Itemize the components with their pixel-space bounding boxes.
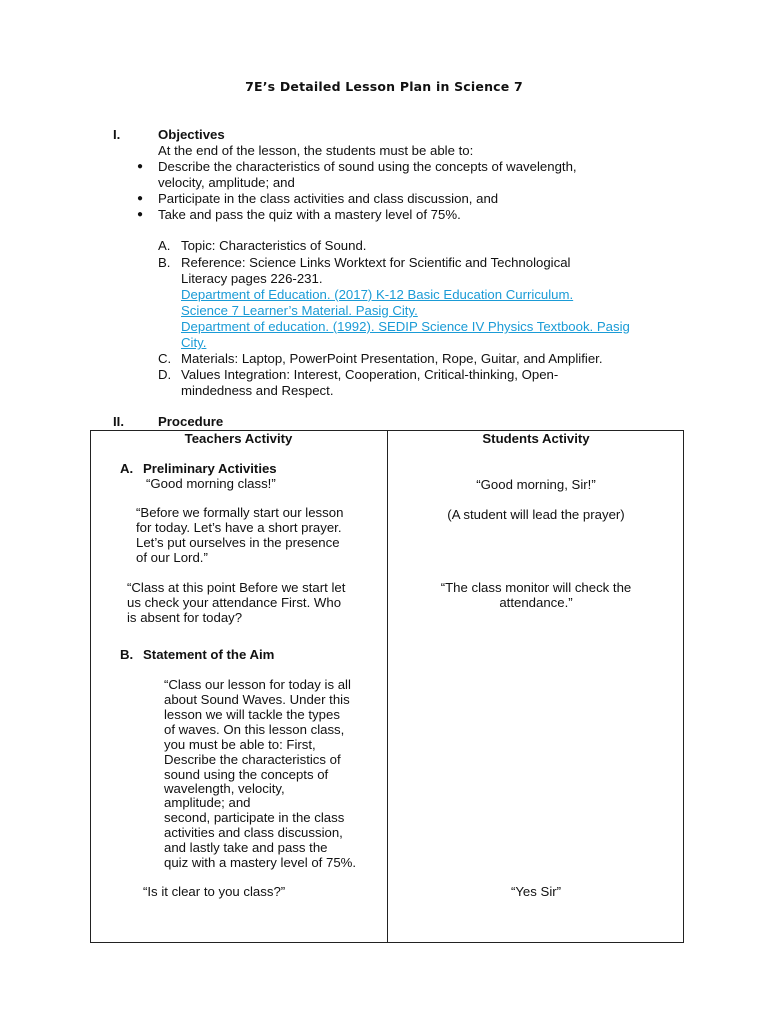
student-attendance-line: attendance.” (499, 595, 573, 610)
aim-line: and lastly take and pass the (164, 840, 328, 855)
aim-line: lesson we will tackle the types (164, 707, 340, 722)
aim-line: sound using the concepts of (164, 767, 329, 782)
aim-line: of waves. On this lesson class, (164, 722, 345, 737)
preliminary-activities-heading: Preliminary Activities (143, 461, 277, 476)
reference-text: Reference: Science Links Worktext for Scientific and Technological (181, 255, 571, 270)
aim-line: second, participate in the class (164, 810, 345, 825)
teacher-prayer-line: for today. Let’s have a short prayer. (136, 520, 342, 535)
teacher-attendance-line: us check your attendance First. Who (127, 595, 342, 610)
objective-bullet-text: Take and pass the quiz with a mastery level of 75%. (158, 207, 461, 222)
values-text: mindedness and Respect. (181, 383, 334, 398)
teacher-clarify-question: “Is it clear to you class?” (143, 884, 286, 899)
aim-line: amplitude; and (164, 795, 251, 810)
objective-bullet-text: Describe the characteristics of sound using the concepts of wavelength, (158, 159, 577, 174)
reference-link-deped-1992[interactable]: Department of education. (1992). SEDIP Science IV Physics Textbook. Pasig (181, 319, 630, 334)
teacher-prayer-line: of our Lord.” (136, 550, 208, 565)
aim-line: quiz with a mastery level of 75%. (164, 855, 357, 870)
item-letter-a: A. (158, 238, 171, 253)
topic-text: Topic: Characteristics of Sound. (181, 238, 367, 253)
bullet-icon: ● (137, 209, 144, 220)
teacher-prayer-line: Let’s put ourselves in the presence (136, 535, 340, 550)
values-text: Values Integration: Interest, Cooperation, Critical-thinking, Open- (181, 367, 559, 382)
objectives-intro: At the end of the lesson, the students must be able to: (158, 143, 474, 158)
reference-link-deped-2017[interactable]: Science 7 Learner’s Material. Pasig City. (181, 303, 418, 318)
teachers-activity-header: Teachers Activity (184, 431, 293, 446)
teacher-attendance-line: “Class at this point Before we start let (127, 580, 346, 595)
section-letter-a: A. (120, 461, 134, 476)
reference-text: Literacy pages 226-231. (181, 271, 323, 286)
students-activity-header: Students Activity (482, 431, 590, 446)
item-letter-d: D. (158, 367, 172, 382)
item-letter-c: C. (158, 351, 172, 366)
reference-link-deped-1992[interactable]: City. (181, 335, 207, 350)
objective-bullet-text: velocity, amplitude; and (158, 175, 295, 190)
teacher-greeting: “Good morning class!” (146, 476, 276, 491)
aim-line: “Class our lesson for today is all (164, 677, 351, 692)
aim-line: Describe the characteristics of (164, 752, 341, 767)
aim-line: you must be able to: First, (164, 737, 316, 752)
statement-of-aim-heading: Statement of the Aim (143, 647, 275, 662)
objectives-heading: Objectives (158, 127, 225, 142)
objective-bullet-text: Participate in the class activities and class discussion, and (158, 191, 499, 206)
reference-link-deped-2017[interactable]: Department of Education. (2017) K-12 Basic Education Curriculum. (181, 287, 574, 302)
student-greeting: “Good morning, Sir!” (476, 477, 596, 492)
bullet-icon: ● (137, 161, 144, 172)
teacher-attendance-line: is absent for today? (127, 610, 243, 625)
aim-line: activities and class discussion, (164, 825, 343, 840)
document-title: 7E’s Detailed Lesson Plan in Science 7 (245, 79, 523, 94)
student-attendance-line: “The class monitor will check the (440, 580, 632, 595)
teacher-prayer-line: “Before we formally start our lesson (136, 505, 344, 520)
section-numeral-objectives: I. (113, 127, 121, 142)
student-clarify-answer: “Yes Sir” (510, 884, 562, 899)
student-prayer: (A student will lead the prayer) (447, 507, 625, 522)
bullet-icon: ● (137, 193, 144, 204)
section-letter-b: B. (120, 647, 134, 662)
aim-line: wavelength, velocity, (164, 781, 285, 796)
materials-text: Materials: Laptop, PowerPoint Presentation, Rope, Guitar, and Amplifier. (181, 351, 603, 366)
procedure-heading: Procedure (158, 414, 224, 429)
aim-line: about Sound Waves. Under this (164, 692, 350, 707)
item-letter-b: B. (158, 255, 171, 270)
section-numeral-procedure: II. (113, 414, 124, 429)
